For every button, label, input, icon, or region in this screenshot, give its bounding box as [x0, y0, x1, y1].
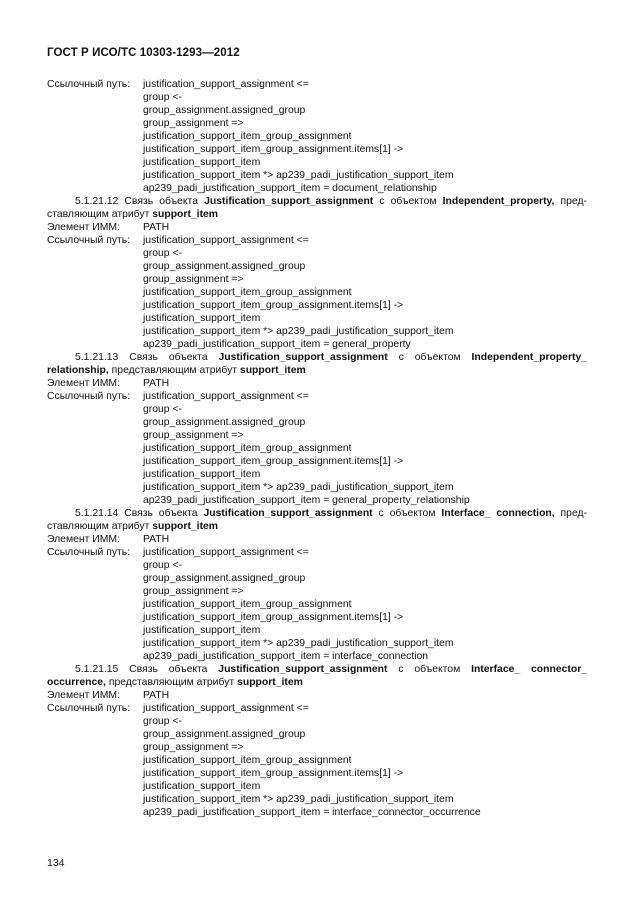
code-line: ap239_padi_justification_support_item = interface_connection: [143, 651, 429, 662]
ref-path-line: Ссылочный путь: justification_support_assignment <=: [47, 547, 309, 558]
code-line: group <-: [143, 404, 182, 415]
code-line: group_assignment =>: [143, 118, 244, 129]
section-heading-cont: ставляющим атрибут support_item: [47, 209, 219, 220]
code-line: justification_support_item *> ap239_padi_justification_support_item: [143, 170, 454, 181]
section-heading: 5.1.21.12 Связь объекта Justification_support_assignment с объектом Independent_property, пред-: [75, 196, 588, 207]
section-heading-cont: relationship, представляющим атрибут support_item: [47, 365, 306, 376]
code-line: justification_support_item_group_assignment: [143, 599, 352, 610]
code-line: group <-: [143, 716, 182, 727]
code-line: group_assignment =>: [143, 586, 244, 597]
code-line: justification_support_item: [143, 781, 261, 792]
code-line: group <-: [143, 92, 182, 103]
section-5-1-21-15: [47, 663, 587, 819]
code-line: justification_support_item_group_assignment.items[1] ->: [143, 456, 404, 467]
aim-element-line: Элемент ИММ: PATH: [47, 690, 170, 701]
code-line: group_assignment =>: [143, 430, 244, 441]
section-5-1-21-13: [47, 351, 587, 507]
section-heading-cont: ставляющим атрибут support_item: [47, 521, 219, 532]
code-line: justification_support_item_group_assignment: [143, 755, 352, 766]
ref-path-line: Ссылочный путь: justification_support_assignment <=: [47, 235, 309, 246]
code-line: justification_support_item *> ap239_padi_justification_support_item: [143, 638, 454, 649]
code-line: ap239_padi_justification_support_item = general_property: [143, 339, 411, 350]
code-line: justification_support_item_group_assignment: [143, 443, 352, 454]
ref-path-label: Ссылочный путь:: [47, 79, 131, 90]
code-line: justification_support_item_group_assignment.items[1] ->: [143, 300, 404, 311]
document-header: ГОСТ Р ИСО/ТС 10303-1293—2012: [47, 47, 240, 59]
code-line: group_assignment.assigned_group: [143, 729, 306, 740]
ref-path-line: Ссылочный путь: justification_support_assignment <=: [47, 703, 309, 714]
code-line: justification_support_item *> ap239_padi_justification_support_item: [143, 326, 454, 337]
section-5-1-21-14: [47, 507, 587, 663]
ref-path-block: [47, 78, 587, 195]
code-line: group_assignment.assigned_group: [143, 261, 306, 272]
code-line: group_assignment =>: [143, 742, 244, 753]
ref-path-line: Ссылочный путь: justification_support_assignment <=: [47, 391, 309, 402]
code-line: justification_support_item: [143, 313, 261, 324]
section-heading-cont: occurrence, представляющим атрибут support_item: [47, 677, 303, 688]
code-line: group_assignment.assigned_group: [143, 105, 306, 116]
aim-element-line: Элемент ИММ: PATH: [47, 378, 170, 389]
code-line: ap239_padi_justification_support_item = interface_connector_occurrence: [143, 807, 481, 818]
code-line: group <-: [143, 560, 182, 571]
code-line: justification_support_item_group_assignment.items[1] ->: [143, 612, 404, 623]
code-line: justification_support_item: [143, 469, 261, 480]
code-line: justification_support_item_group_assignment: [143, 287, 352, 298]
code-line: ap239_padi_justification_support_item = general_property_relationship: [143, 495, 470, 506]
document-body: [47, 78, 587, 819]
aim-element-line: Элемент ИММ: PATH: [47, 222, 170, 233]
code-line: justification_support_item_group_assignment.items[1] ->: [143, 144, 404, 155]
section-heading: 5.1.21.15 Связь объекта Justification_support_assignment с объектом Interface_ connector_: [75, 664, 588, 675]
ref-path-line: [47, 78, 587, 91]
code-line: ap239_padi_justification_support_item = document_relationship: [143, 183, 437, 194]
code-line: justification_support_item *> ap239_padi_justification_support_item: [143, 482, 454, 493]
aim-element-line: Элемент ИММ: PATH: [47, 534, 170, 545]
code-line: justification_support_item: [143, 625, 261, 636]
page-number: 134: [47, 857, 65, 869]
code-line: group_assignment.assigned_group: [143, 573, 306, 584]
section-heading: 5.1.21.14 Связь объекта Justification_support_assignment с объектом Interface_ connection, пред-: [75, 508, 588, 519]
code-line: justification_support_item_group_assignment.items[1] ->: [143, 768, 404, 779]
section-5-1-21-12: [47, 195, 587, 351]
code-line: group <-: [143, 248, 182, 259]
section-heading: 5.1.21.13 Связь объекта Justification_support_assignment с объектом Independent_property_: [75, 352, 588, 363]
code-line: group_assignment.assigned_group: [143, 417, 306, 428]
code-line: justification_support_assignment <=: [143, 79, 309, 90]
code-line: group_assignment =>: [143, 274, 244, 285]
code-line: justification_support_item: [143, 157, 261, 168]
code-line: justification_support_item *> ap239_padi_justification_support_item: [143, 794, 454, 805]
code-line: justification_support_item_group_assignment: [143, 131, 352, 142]
